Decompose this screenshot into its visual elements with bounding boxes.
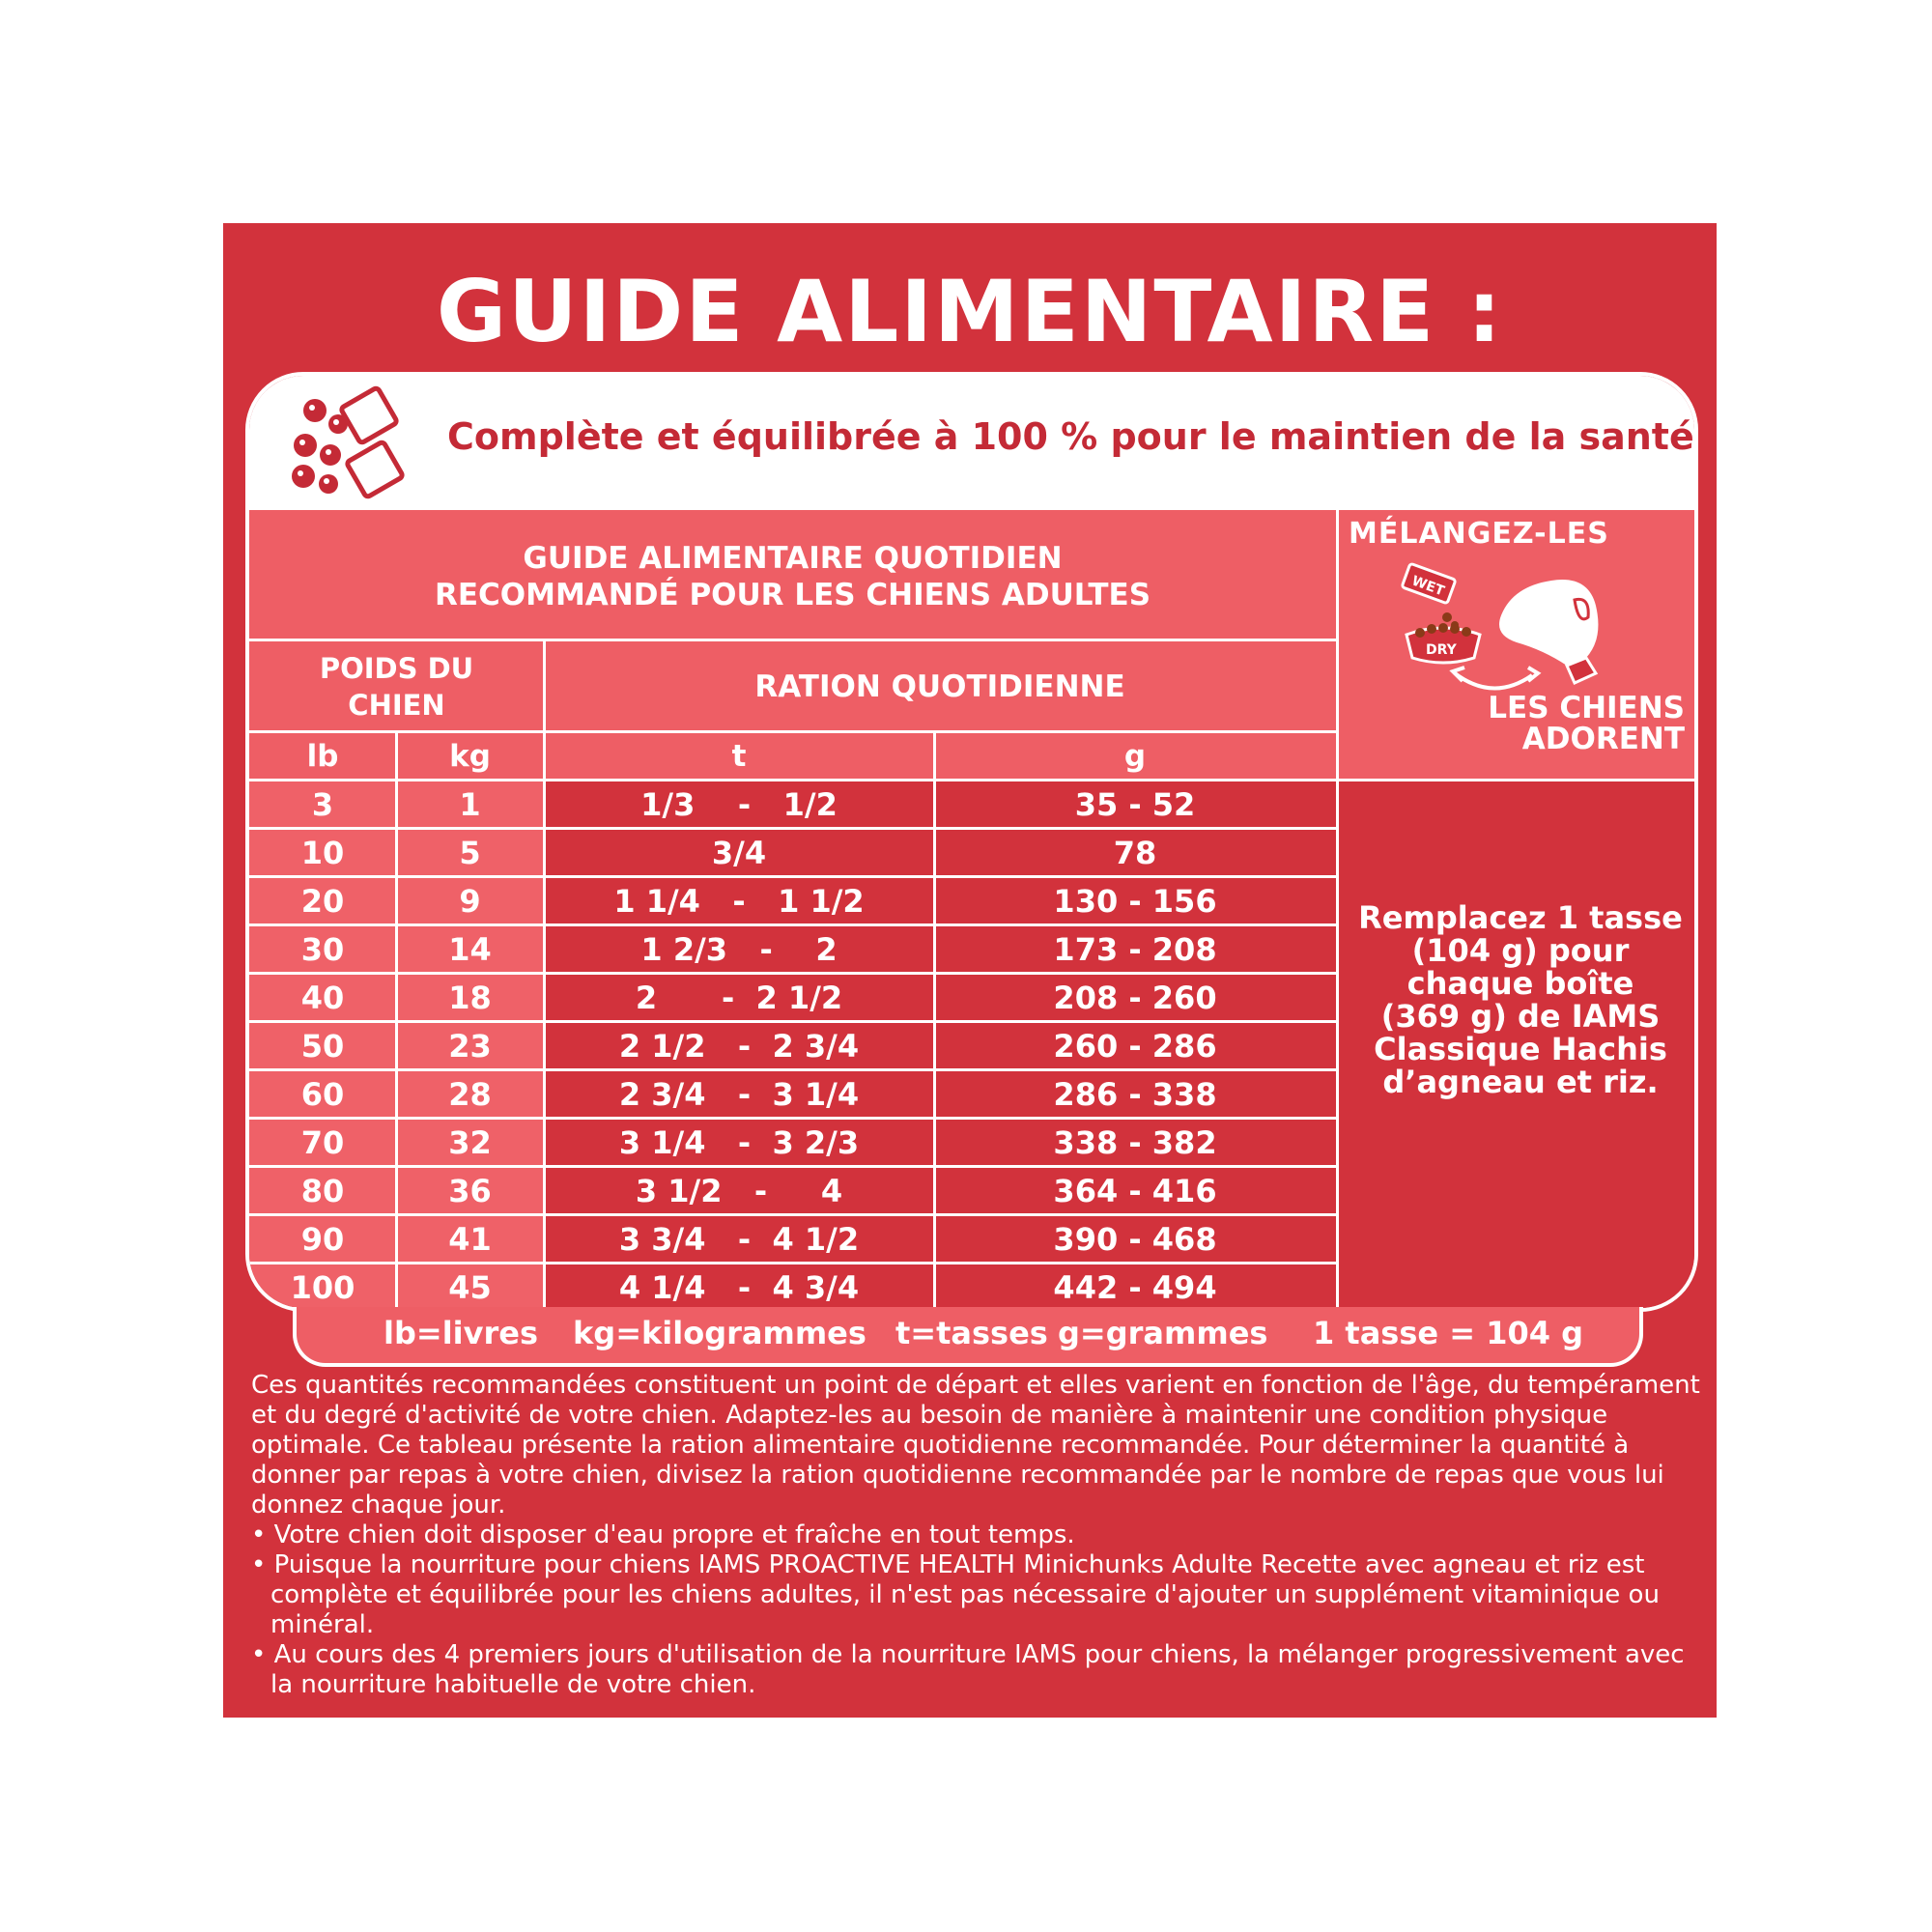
weight-header-line1: POIDS DU [319, 651, 474, 685]
cell-kg: 32 [396, 1119, 544, 1167]
dog-bowl-icon [1397, 557, 1638, 702]
mix-title: MÉLANGEZ-LES [1349, 517, 1609, 551]
cell-t: 1 1/4 - 1 1/2 [544, 877, 934, 925]
cell-kg: 41 [396, 1215, 544, 1264]
mix-subtitle [1434, 693, 1685, 754]
cell-t: 4 1/4 - 4 3/4 [544, 1264, 934, 1312]
cell-g: 260 - 286 [934, 1022, 1336, 1070]
legend-g: g=grammes [1058, 1315, 1268, 1351]
cell-t: 3 1/4 - 3 2/3 [544, 1119, 934, 1167]
table-heading-line2: RECOMMANDÉ POUR LES CHIENS ADULTES [434, 578, 1151, 612]
notes-paragraph: Ces quantités recommandées constituent un point de départ et elles varient en fonction de l'âge, du tempérament et du degré d'activité de votre chien. Adaptez-les au besoin de manière à maintenir une condition physique optimale. Ce tableau présente la ration alimentaire quotidienne recommandée. Pour déterminer la quantité à donner par repas à votre chien, divisez la ration quotidienne recommandée par le nombre de repas que vous lui donnez chaque jour. [251, 1371, 1700, 1520]
unit-t: t [544, 732, 934, 781]
wet-label: WET [1409, 573, 1447, 600]
cell-g: 35 - 52 [934, 781, 1336, 829]
cell-kg: 9 [396, 877, 544, 925]
grid-line [249, 875, 1336, 878]
notes-bullet: • Votre chien doit disposer d'eau propre et fraîche en tout temps. [251, 1520, 1075, 1549]
grid-line [249, 507, 1698, 510]
cell-lb: 60 [249, 1070, 396, 1119]
mix-subtitle-line1: LES CHIENS [1488, 691, 1685, 725]
grid-line [933, 732, 936, 1312]
cell-lb: 40 [249, 974, 396, 1022]
replace-box [1339, 781, 1698, 1312]
feeding-notes [251, 1371, 1700, 1700]
cell-g: 78 [934, 829, 1336, 877]
grid-line [249, 1117, 1336, 1120]
feeding-guide-panel [223, 223, 1717, 1718]
cell-kg: 45 [396, 1264, 544, 1312]
legend-t: t=tasses [895, 1315, 1048, 1351]
grid-line [249, 1068, 1336, 1071]
replace-line5: Classique Hachis [1374, 1031, 1667, 1067]
replace-line3: chaque boîte [1406, 965, 1634, 1002]
replace-line6: d’agneau et riz. [1382, 1064, 1659, 1100]
mix-subtitle-line2: ADORENT [1521, 722, 1685, 756]
cell-kg: 28 [396, 1070, 544, 1119]
replace-line1: Remplacez 1 tasse [1358, 899, 1683, 936]
cell-kg: 1 [396, 781, 544, 829]
grid-line [249, 730, 1336, 733]
replace-text [1339, 901, 1698, 1098]
cell-t: 3/4 [544, 829, 934, 877]
grid-line [543, 640, 546, 1312]
grid-line [249, 779, 1698, 781]
cell-lb: 80 [249, 1167, 396, 1215]
cell-t: 1/3 - 1/2 [544, 781, 934, 829]
unit-kg: kg [396, 732, 544, 781]
cell-lb: 90 [249, 1215, 396, 1264]
food-cup-icon [278, 384, 423, 505]
legend-kg: kg=kilogrammes [573, 1315, 867, 1351]
unit-lb: lb [249, 732, 396, 781]
grid-line [249, 1020, 1336, 1023]
banner-text: Complète et équilibrée à 100 % pour le maintien de la santé [447, 415, 1694, 458]
cell-lb: 50 [249, 1022, 396, 1070]
cell-g: 364 - 416 [934, 1167, 1336, 1215]
cell-t: 1 2/3 - 2 [544, 925, 934, 974]
cell-lb: 100 [249, 1264, 396, 1312]
cell-kg: 23 [396, 1022, 544, 1070]
table-heading [249, 509, 1336, 640]
cell-g: 338 - 382 [934, 1119, 1336, 1167]
cell-t: 2 1/2 - 2 3/4 [544, 1022, 934, 1070]
cell-g: 208 - 260 [934, 974, 1336, 1022]
cell-lb: 70 [249, 1119, 396, 1167]
legend-cup: 1 tasse = 104 g [1313, 1315, 1584, 1351]
banner [249, 376, 1694, 509]
grid-line [249, 1165, 1336, 1168]
cell-lb: 3 [249, 781, 396, 829]
table-heading-line1: GUIDE ALIMENTAIRE QUOTIDIEN [523, 541, 1063, 576]
grid-line [1336, 509, 1339, 1312]
replace-line4: (369 g) de IAMS [1380, 998, 1661, 1035]
legend-lb: lb=livres [384, 1315, 539, 1351]
grid-line [249, 972, 1336, 975]
cell-t: 3 3/4 - 4 1/2 [544, 1215, 934, 1264]
page-title: GUIDE ALIMENTAIRE : [436, 262, 1504, 361]
replace-line2: (104 g) pour [1411, 932, 1630, 969]
cell-g: 286 - 338 [934, 1070, 1336, 1119]
weight-header-line2: CHIEN [348, 688, 445, 722]
cell-g: 390 - 468 [934, 1215, 1336, 1264]
cell-g: 442 - 494 [934, 1264, 1336, 1312]
cell-kg: 18 [396, 974, 544, 1022]
grid-line [249, 827, 1336, 830]
cell-kg: 5 [396, 829, 544, 877]
cell-t: 3 1/2 - 4 [544, 1167, 934, 1215]
cell-kg: 14 [396, 925, 544, 974]
grid-line [249, 1262, 1336, 1264]
notes-bullet: • Au cours des 4 premiers jours d'utilisation de la nourriture IAMS pour chiens, la mélanger progressivement avec la nourriture habituelle de votre chien. [251, 1640, 1685, 1699]
dry-label: DRY [1426, 642, 1457, 658]
grid-line [249, 1213, 1336, 1216]
grid-line [395, 732, 398, 1312]
ration-header: RATION QUOTIDIENNE [544, 640, 1336, 732]
notes-bullet: • Puisque la nourriture pour chiens IAMS PROACTIVE HEALTH Minichunks Adulte Recette avec agneau et riz est complète et équilibrée pour les chiens adultes, il n'est pas nécessaire d'ajouter un supplément vitaminique ou minéral. [251, 1550, 1660, 1639]
cell-lb: 20 [249, 877, 396, 925]
unit-g: g [934, 732, 1336, 781]
grid-line [249, 639, 1336, 641]
feeding-table-card [245, 372, 1698, 1312]
cell-t: 2 - 2 1/2 [544, 974, 934, 1022]
cell-lb: 30 [249, 925, 396, 974]
cell-lb: 10 [249, 829, 396, 877]
cell-g: 173 - 208 [934, 925, 1336, 974]
weight-header [249, 640, 544, 732]
cell-g: 130 - 156 [934, 877, 1336, 925]
legend-bar [293, 1307, 1643, 1367]
cell-t: 2 3/4 - 3 1/4 [544, 1070, 934, 1119]
mix-box [1339, 509, 1698, 781]
cell-kg: 36 [396, 1167, 544, 1215]
grid-line [249, 923, 1336, 926]
